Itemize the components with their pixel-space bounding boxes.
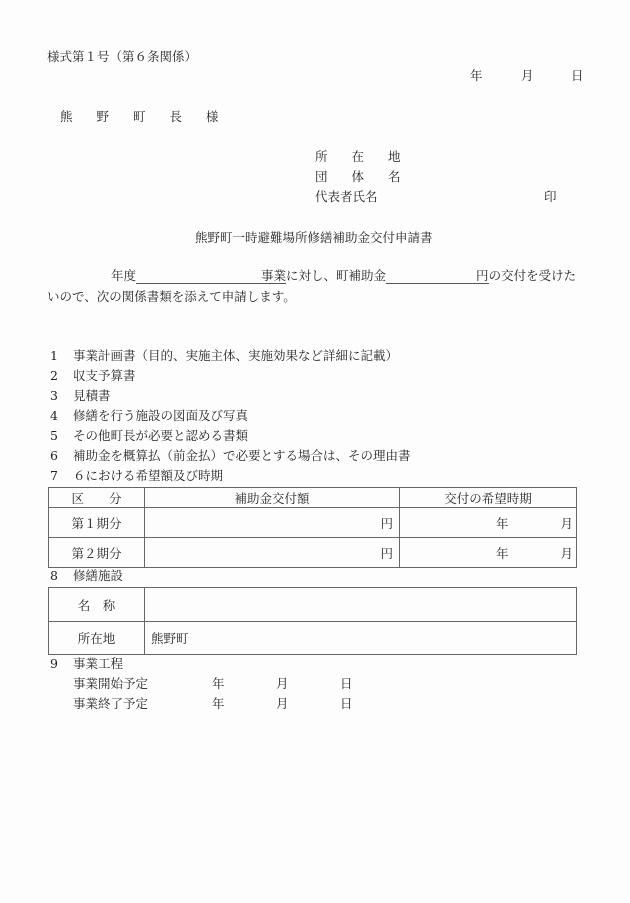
start-label: 事業開始予定 — [73, 676, 149, 691]
amount-cell[interactable] — [145, 538, 400, 568]
project-label: 事業 — [261, 268, 287, 283]
payment-schedule-table — [48, 487, 577, 568]
table-header: 区 分 — [49, 488, 145, 508]
yen-label: 円 — [476, 268, 489, 283]
date-month: 月 — [521, 68, 534, 83]
facility-table — [48, 587, 577, 655]
list-item-num: 6 — [50, 448, 58, 463]
yen-unit: 円 — [380, 545, 393, 561]
facility-name-label: 名 称 — [49, 588, 145, 622]
period-label: 第１期分 — [49, 508, 145, 538]
list-item-num: 4 — [50, 408, 58, 423]
month-unit: 月 — [560, 545, 574, 561]
body-text-end: の交付を受けた — [488, 268, 577, 283]
section9-title: 事業工程 — [73, 656, 124, 671]
project-name-blank[interactable] — [136, 269, 261, 284]
list-item: 見積書 — [73, 388, 111, 403]
list-item-num: 1 — [50, 348, 58, 363]
end-month: 月 — [276, 696, 289, 711]
org-name-label: 団 体 名 — [315, 169, 411, 184]
list-item: ６における希望額及び時期 — [73, 468, 224, 483]
yen-unit: 円 — [380, 515, 393, 531]
month-unit: 月 — [560, 515, 574, 531]
facility-name-value[interactable] — [145, 588, 577, 622]
start-day: 日 — [340, 676, 353, 691]
table-row — [49, 622, 577, 655]
list-item: 収支予算書 — [73, 368, 136, 383]
start-year: 年 — [212, 676, 225, 691]
period-label: 第２期分 — [49, 538, 145, 568]
list-item-num: 5 — [50, 428, 58, 443]
list-item-num: 2 — [50, 368, 58, 383]
year-unit: 年 — [496, 545, 509, 561]
seal-mark: 印 — [544, 189, 557, 204]
list-item: その他町長が必要と認める書類 — [73, 428, 249, 443]
table-row — [49, 508, 577, 538]
facility-location-value[interactable]: 熊野町 — [145, 622, 577, 655]
start-month: 月 — [276, 676, 289, 691]
table-row — [49, 588, 577, 622]
period-cell[interactable] — [400, 508, 577, 538]
addressee: 熊 野 町 長 様 — [60, 109, 229, 124]
year-unit: 年 — [496, 515, 509, 531]
body-line-2: いので、次の関係書類を添えて申請します。 — [47, 289, 296, 304]
list-item-num: 3 — [50, 388, 58, 403]
section8-title: 修繕施設 — [73, 568, 124, 583]
body-text: に対し、町補助金 — [286, 268, 387, 283]
period-cell[interactable] — [400, 538, 577, 568]
form-number: 様式第１号（第６条関係） — [47, 49, 198, 64]
list-item: 事業計画書（目的、実施主体、実施効果など詳細に記載） — [73, 348, 399, 363]
address-label: 所 在 地 — [315, 149, 411, 164]
end-year: 年 — [212, 696, 225, 711]
list-item: 修繕を行う施設の図面及び写真 — [73, 408, 249, 423]
fiscal-year-label: 年度 — [111, 268, 137, 283]
facility-location-label: 所在地 — [49, 622, 145, 655]
end-day: 日 — [340, 696, 353, 711]
date-year: 年 — [470, 68, 483, 83]
section8-num: 8 — [50, 568, 58, 583]
amount-cell[interactable] — [145, 508, 400, 538]
list-item: 補助金を概算払（前金払）で必要とする場合は、その理由書 — [73, 448, 411, 463]
date-day: 日 — [571, 68, 584, 83]
body-line-1 — [111, 268, 576, 284]
amount-blank[interactable] — [386, 269, 476, 284]
representative-label: 代表者氏名 — [315, 189, 378, 204]
section9-num: 9 — [50, 656, 58, 671]
table-header: 補助金交付額 — [145, 488, 400, 508]
table-row — [49, 538, 577, 568]
document-title: 熊野町一時避難場所修繕補助金交付申請書 — [195, 230, 433, 245]
end-label: 事業終了予定 — [73, 696, 149, 711]
table-header: 交付の希望時期 — [400, 488, 577, 508]
list-item-num: 7 — [50, 468, 58, 483]
